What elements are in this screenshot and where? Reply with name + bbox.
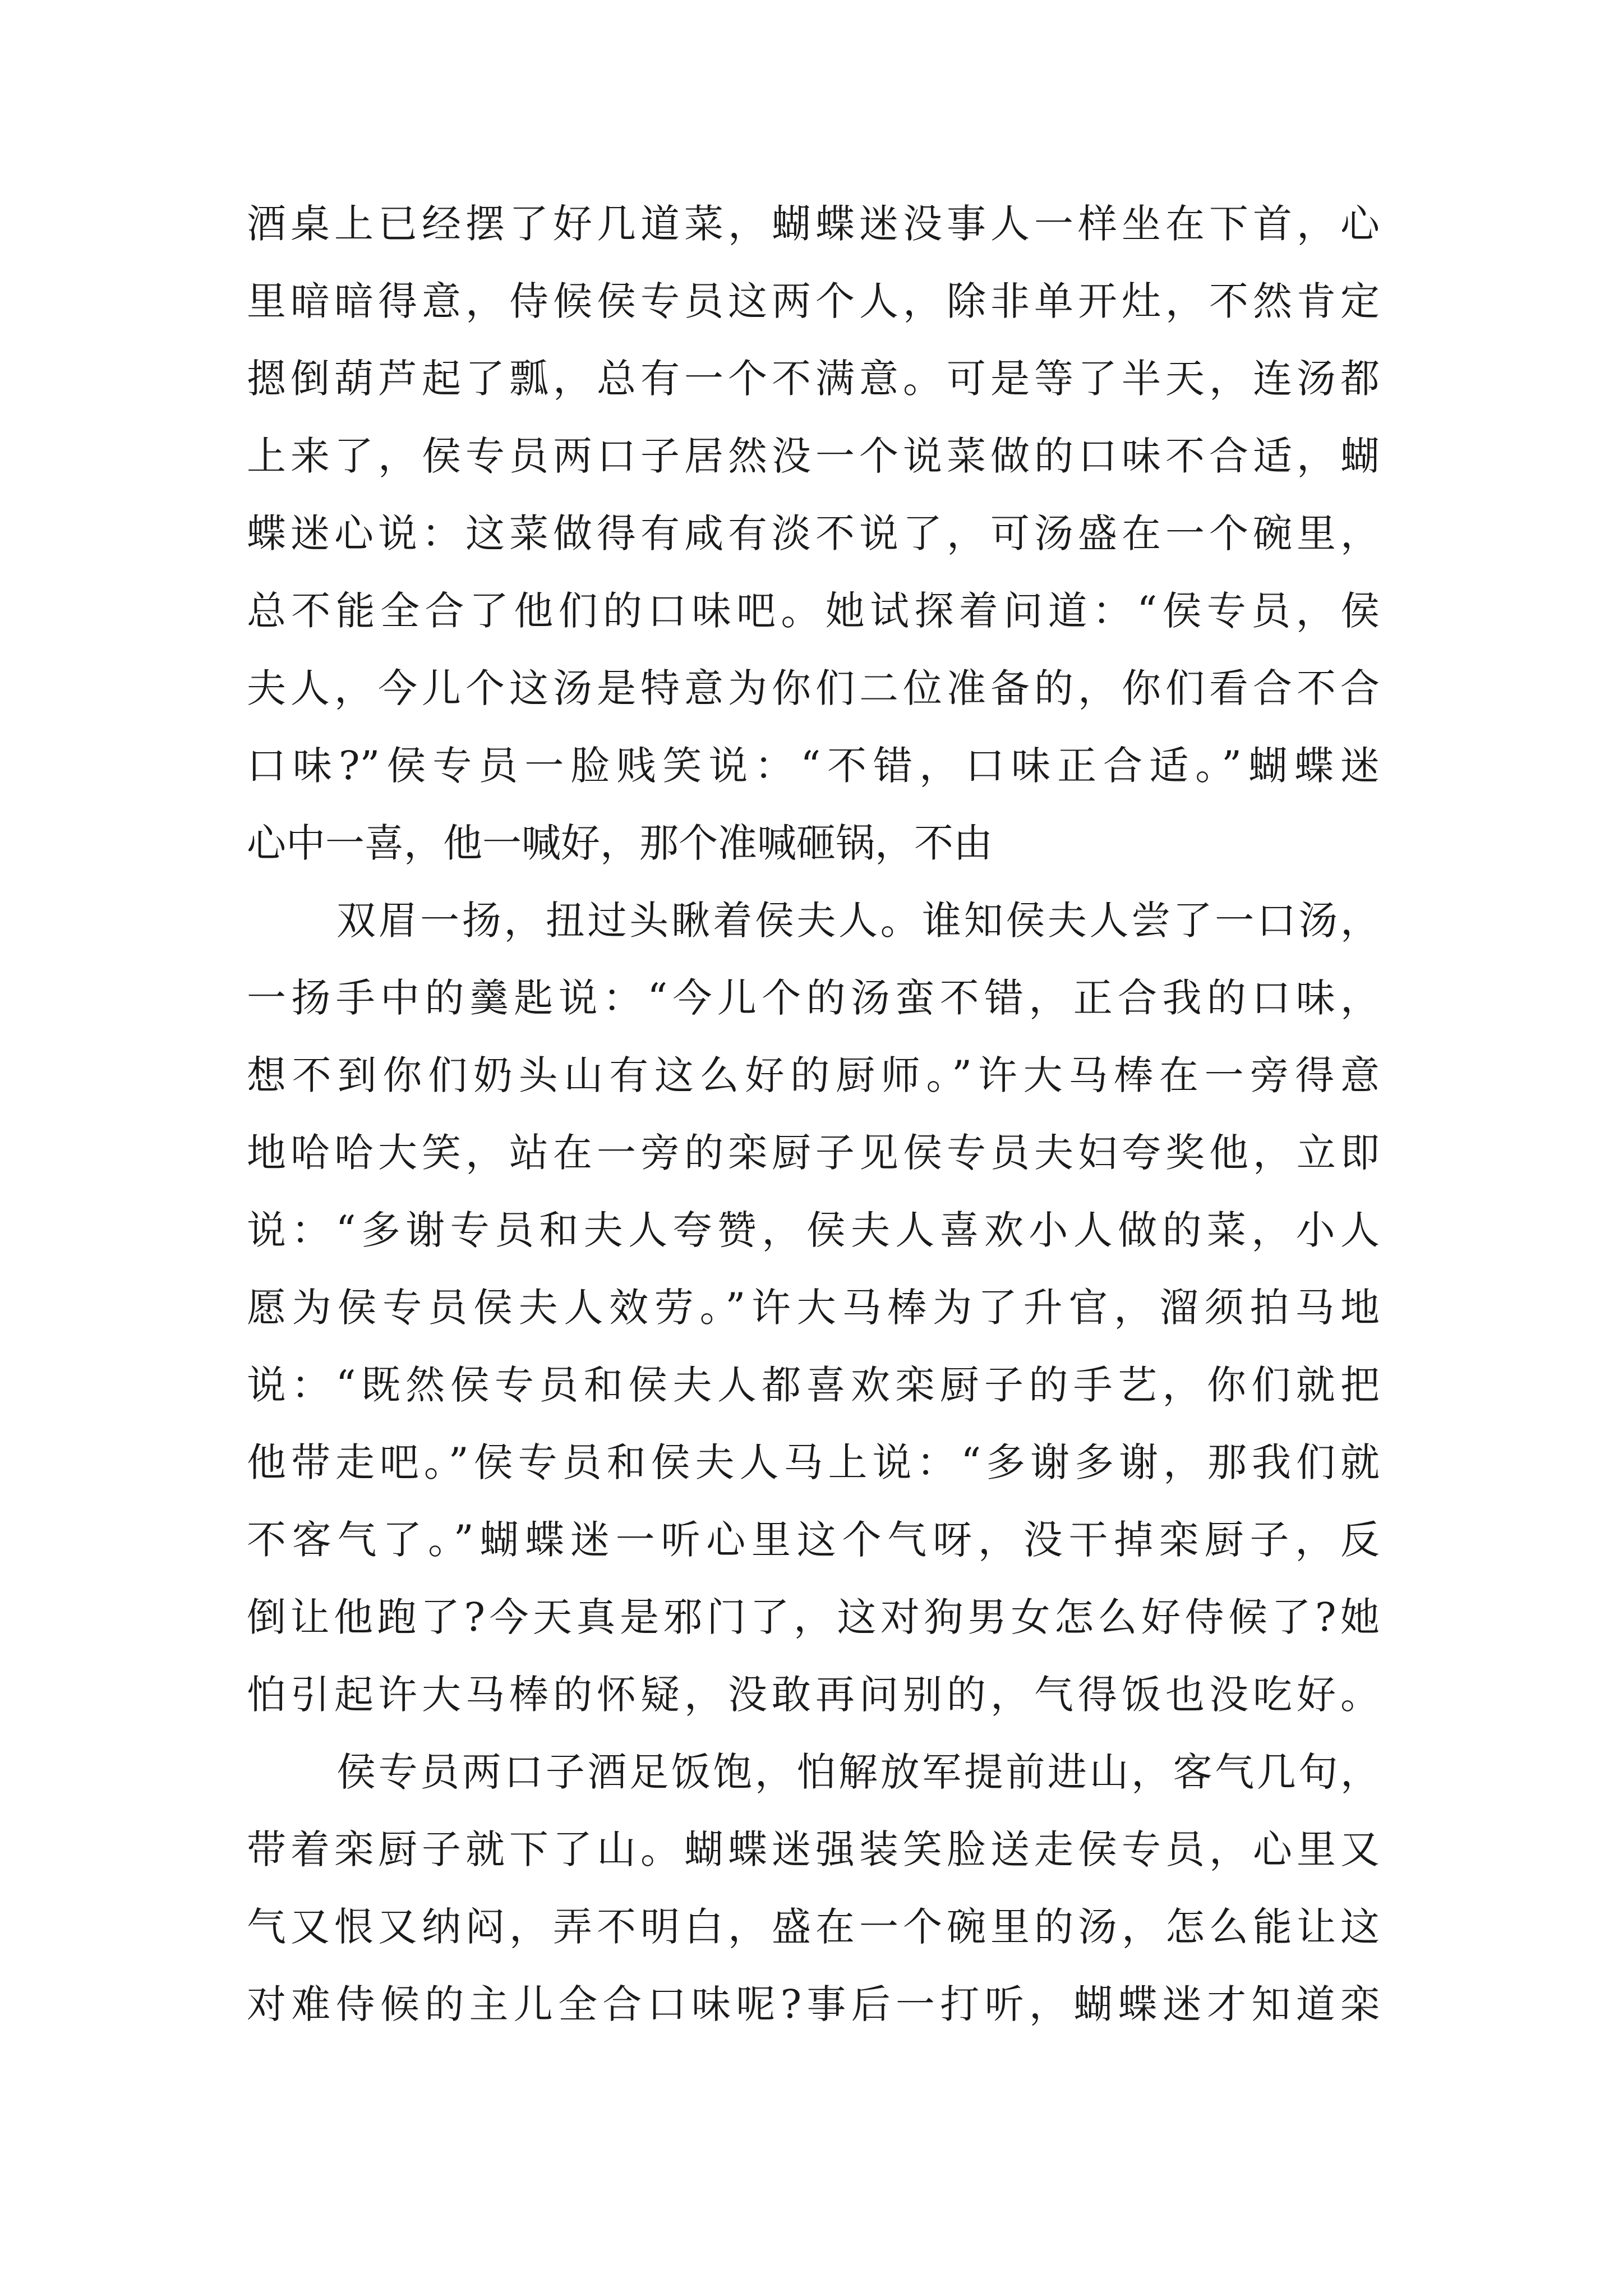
text-line: 总不能全合了他们的口味吧。她试探着问道：“侯专员，侯 — [247, 588, 1380, 634]
text-line: 不客气了。”蝴蝶迷一听心里这个气呀，没干掉栾厨子，反 — [247, 1517, 1380, 1563]
text-line: 侯专员两口子酒足饭饱，怕解放军提前进山，客气几句， — [336, 1749, 1380, 1795]
text-line: 他带走吧。”侯专员和侯夫人马上说：“多谢多谢，那我们就 — [247, 1439, 1380, 1485]
text-line: 说：“多谢专员和夫人夸赞，侯夫人喜欢小人做的菜，小人 — [247, 1207, 1380, 1253]
text-line: 里暗暗得意，侍候侯专员这两个人，除非单开灶，不然肯定 — [247, 278, 1380, 324]
text-line: 口味?”侯专员一脸贱笑说：“不错，口味正合适。”蝴蝶迷 — [247, 743, 1380, 789]
text-line: 一扬手中的羹匙说：“今儿个的汤蛮不错，正合我的口味， — [247, 975, 1380, 1021]
body-text — [247, 185, 1380, 2043]
text-line: 酒桌上已经摆了好几道菜，蝴蝶迷没事人一样坐在下首，心 — [247, 201, 1380, 247]
text-line: 说：“既然侯专员和侯夫人都喜欢栾厨子的手艺，你们就把 — [247, 1362, 1380, 1408]
text-line: 对难侍候的主儿全合口味呢?事后一打听，蝴蝶迷才知道栾 — [247, 1981, 1380, 2027]
text-line: 愿为侯专员侯夫人效劳。”许大马棒为了升官，溜须拍马地 — [247, 1285, 1380, 1331]
text-line: 倒让他跑了?今天真是邪门了，这对狗男女怎么好侍候了?她 — [247, 1594, 1380, 1640]
text-line: 双眉一扬，扭过头瞅着侯夫人。谁知侯夫人尝了一口汤， — [336, 898, 1380, 944]
text-line: 摁倒葫芦起了瓢，总有一个不满意。可是等了半天，连汤都 — [247, 356, 1380, 402]
text-line: 蝶迷心说：这菜做得有咸有淡不说了，可汤盛在一个碗里， — [247, 510, 1380, 556]
text-line: 心中一喜，他一喊好，那个准喊砸锅，不由 — [247, 820, 993, 866]
text-line: 带着栾厨子就下了山。蝴蝶迷强装笑脸送走侯专员，心里又 — [247, 1826, 1380, 1872]
text-line: 夫人，今儿个这汤是特意为你们二位准备的，你们看合不合 — [247, 665, 1380, 711]
text-line: 气又恨又纳闷，弄不明白，盛在一个碗里的汤，怎么能让这 — [247, 1904, 1380, 1950]
text-line: 地哈哈大笑，站在一旁的栾厨子见侯专员夫妇夸奖他，立即 — [247, 1130, 1380, 1176]
text-line: 上来了，侯专员两口子居然没一个说菜做的口味不合适，蝴 — [247, 433, 1380, 479]
text-line: 怕引起许大马棒的怀疑，没敢再问别的，气得饭也没吃好。 — [247, 1672, 1380, 1718]
text-line: 想不到你们奶头山有这么好的厨师。”许大马棒在一旁得意 — [247, 1052, 1380, 1098]
